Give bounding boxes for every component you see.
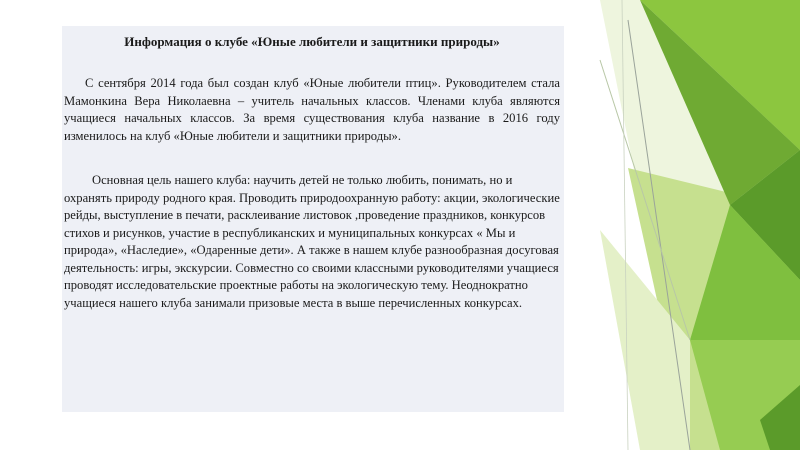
club-history-paragraph: С сентября 2014 года был создан клуб «Юные любители птиц». Руководителем стала Мамонкина Вера Николаевна – учитель начальных классов. Членами клуба являются учащиеся начальных классов. За время существования клуба название в 2016 году изменилось на клуб «Юные любители и защитники природы». xyxy=(64,76,560,143)
club-info-document xyxy=(62,26,564,412)
club-goal-paragraph: Основная цель нашего клуба: научить детей не только любить, понимать, но и охранять природу родного края. Проводить природоохранную работу: акции, экологические рейды, выступление в печати, расклеивание листовок ,проведение праздников, конкурсов стихов и рисунков, участие в республиканских и муниципальных конкурсах « Мы и природа», «Наследие», «Одаренные дети». А также в нашем клубе разнообразная досуговая деятельность: игры, экскурсии. Совместно со своими классными руководителями учащиеся проводят исследовательские проектные работы на экологическую тему. Неоднократно учащиеся нашего клуба занимали призовые места в выше перечисленных конкурсах. xyxy=(64,173,560,310)
document-title: Информация о клубе «Юные любители и защитники природы» xyxy=(124,34,500,49)
